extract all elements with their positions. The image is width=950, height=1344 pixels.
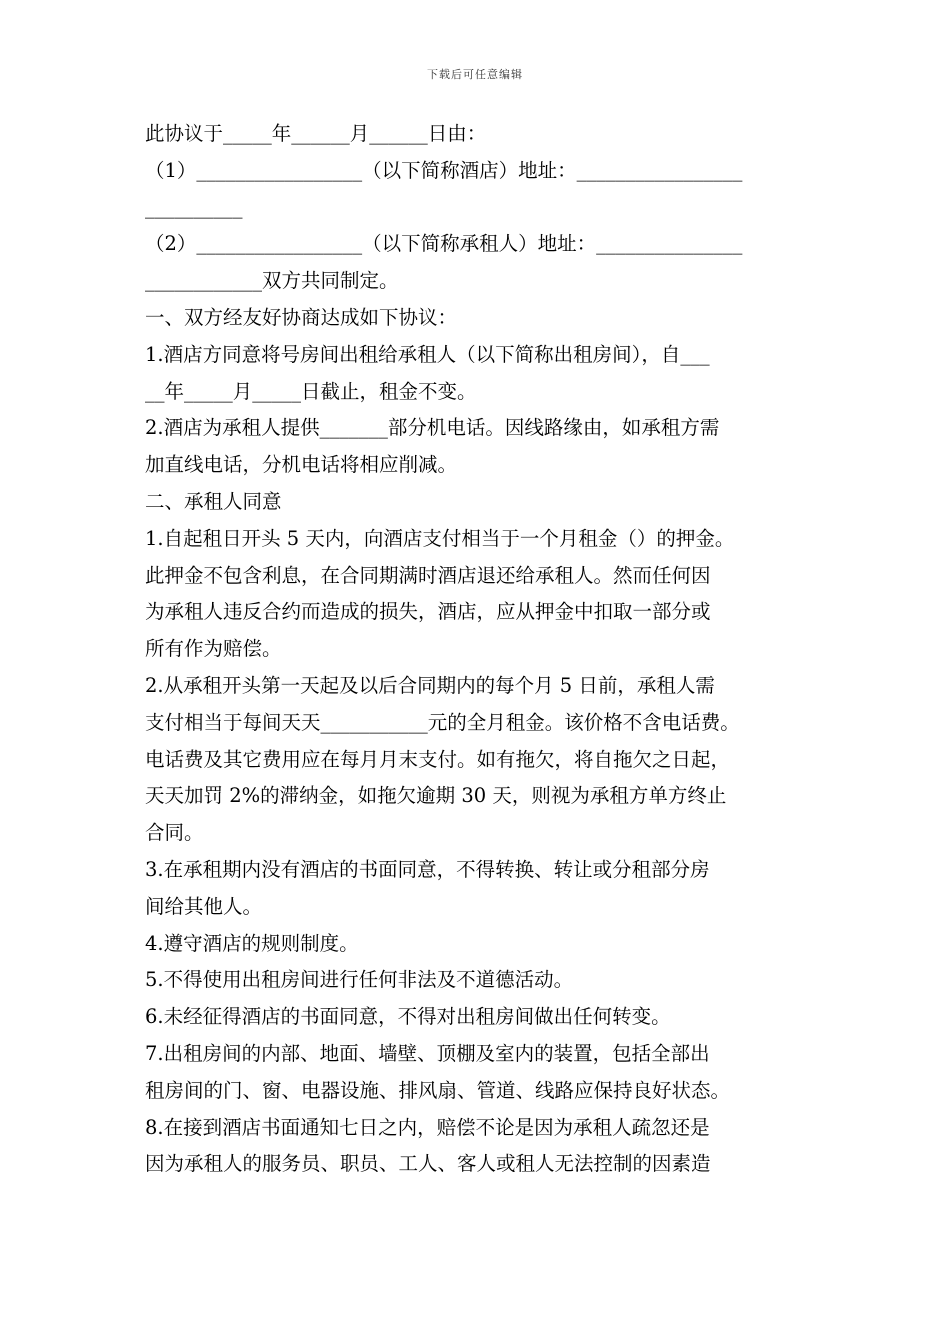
document-line: （1）_________________（以下简称酒店）地址：_________________ bbox=[145, 158, 743, 182]
document-line: 2.酒店为承租人提供_______部分机电话。因线路缘由，如承租方需 bbox=[145, 416, 720, 440]
document-body bbox=[145, 116, 817, 1183]
document-line: ____________双方共同制定。 bbox=[145, 269, 399, 293]
document-line: 8.在接到酒店书面通知七日之内，赔偿不论是因为承租人疏忽还是 bbox=[145, 1115, 710, 1139]
document-line: 此协议于_____年______月______日由： bbox=[145, 122, 487, 145]
document-line: 1.自起租日开头 5 天内，向酒店支付相当于一个月租金（）的押金。 bbox=[145, 526, 735, 550]
document-line: 所有作为赔偿。 bbox=[145, 637, 282, 661]
document-line: 5.不得使用出租房间进行任何非法及不道德活动。 bbox=[145, 968, 574, 992]
document-line: 此押金不包含利息，在合同期满时酒店退还给承租人。然而任何因 bbox=[145, 563, 711, 587]
page-header: 下载后可任意编辑 bbox=[427, 68, 523, 81]
document-line: 因为承租人的服务员、职员、工人、客人或租人无法控制的因素造 bbox=[145, 1152, 711, 1176]
document-line: 天天加罚 2%的滞纳金，如拖欠逾期 30 天，则视为承租方单方终止 bbox=[145, 784, 727, 808]
document-line: 租房间的门、窗、电器设施、排风扇、管道、线路应保持良好状态。 bbox=[145, 1078, 731, 1102]
document-line: 电话费及其它费用应在每月月末支付。如有拖欠，将自拖欠之日起， bbox=[145, 747, 731, 771]
document-line: 二、承租人同意 bbox=[145, 489, 282, 513]
document-line: 3.在承租期内没有酒店的书面同意，不得转换、转让或分租部分房 bbox=[145, 857, 710, 881]
document-line: 合同。 bbox=[145, 821, 204, 845]
document-line: 1.酒店方同意将号房间出租给承租人（以下简称出租房间），自___ bbox=[145, 342, 710, 366]
document-line: 为承租人违反合约而造成的损失，酒店，应从押金中扣取一部分或 bbox=[145, 600, 711, 624]
document-line: 6.未经征得酒店的书面同意，不得对出租房间做出任何转变。 bbox=[145, 1005, 671, 1029]
document-line: __________ bbox=[145, 195, 243, 219]
document-line: 4.遵守酒店的规则制度。 bbox=[145, 931, 359, 955]
document-line: （2）_________________（以下简称承租人）地址：_______________ bbox=[145, 232, 743, 256]
document-line: 2.从承租开头第一天起及以后合同期内的每个月 5 日前，承租人需 bbox=[145, 673, 715, 697]
document-line: 支付相当于每间天天___________元的全月租金。该价格不含电话费。 bbox=[145, 710, 740, 734]
document-line: 一、双方经友好协商达成如下协议： bbox=[145, 305, 458, 329]
document-line: __年_____月_____日截止，租金不变。 bbox=[145, 379, 477, 403]
document-line: 加直线电话，分机电话将相应削减。 bbox=[145, 453, 458, 477]
document-line: 间给其他人。 bbox=[145, 894, 263, 918]
document-line: 7.出租房间的内部、地面、墙壁、顶棚及室内的装置，包括全部出 bbox=[145, 1041, 710, 1065]
